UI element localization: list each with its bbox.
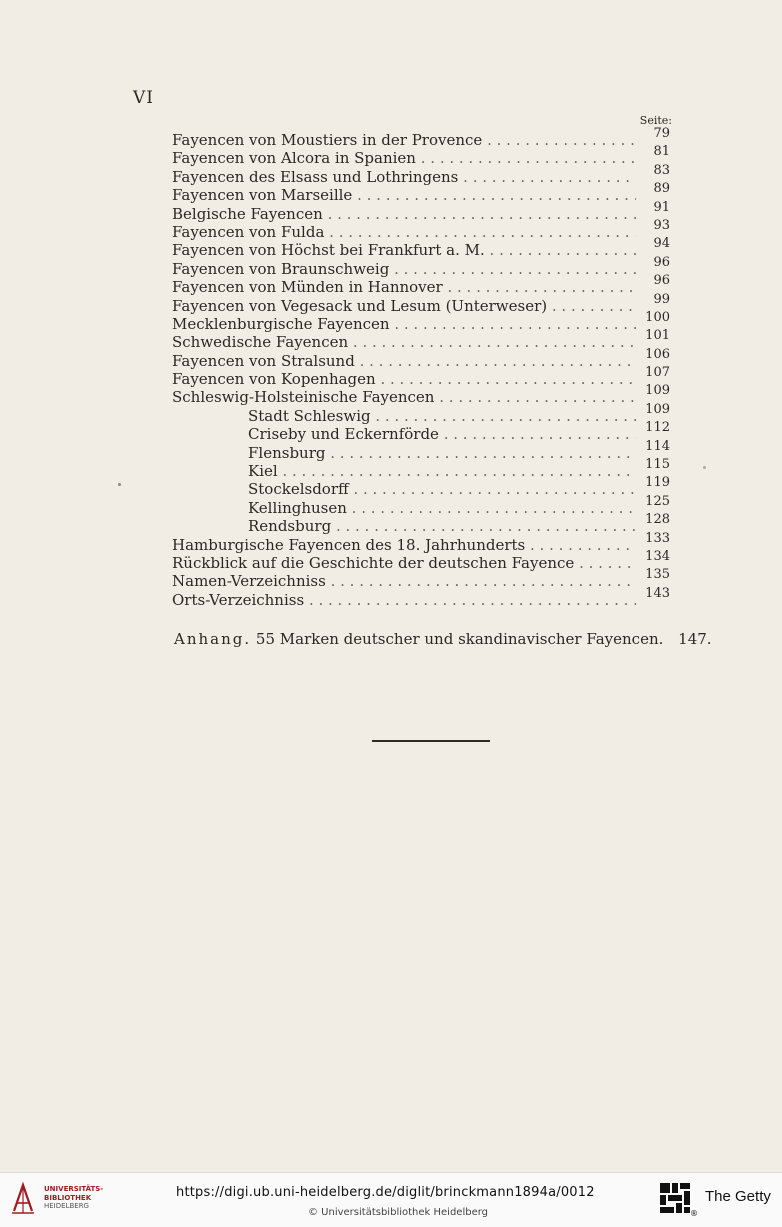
toc-entry-title: Mecklenburgische Fayencen . . .	[172, 315, 636, 333]
paper-speck	[703, 466, 706, 469]
toc-entry-title: Fayencen von Höchst bei Frankfurt a. M. . . .	[172, 241, 636, 259]
toc-entry-page: 81	[653, 144, 670, 160]
toc-entry-page: 91	[653, 199, 670, 215]
toc-entry	[172, 181, 680, 205]
toc-entry-title: Fayencen von Fulda . . .	[172, 223, 636, 241]
toc-entry-title: Fayencen von Stralsund . . .	[172, 352, 636, 370]
paper-speck	[118, 483, 121, 486]
toc-entry	[172, 530, 680, 554]
toc-entry	[172, 420, 680, 444]
toc-entry-title: Stadt Schleswig . . .	[172, 407, 636, 425]
toc-entry-page: 83	[653, 162, 670, 178]
page-number: VI	[133, 88, 154, 108]
university-library-logo-icon[interactable]	[10, 1181, 36, 1217]
toc-entry-title: Fayencen von Vegesack und Lesum (Unterweser) . . .	[172, 297, 636, 315]
toc-entry-title: Fayencen von Moustiers in der Provence . . .	[172, 131, 636, 149]
toc-entry-page: 96	[653, 254, 670, 270]
toc-entry-title: Fayencen von Münden in Hannover . . .	[172, 278, 636, 296]
toc-entry	[172, 401, 680, 425]
toc-entry-title: Stockelsdorff . . .	[172, 480, 636, 498]
toc-entry	[172, 254, 680, 278]
toc-entry	[172, 493, 680, 517]
toc-entry-title: Fayencen von Marseille . . .	[172, 186, 636, 204]
seite-column-label: Seite:	[639, 114, 672, 127]
appendix-page: 147.	[678, 630, 712, 648]
toc-entry-title: Fayencen von Kopenhagen . . .	[172, 370, 636, 388]
toc-entry	[172, 346, 680, 370]
library-name-line: UNIVERSITÄTS-	[44, 1185, 104, 1193]
toc-entry-page: 109	[645, 383, 670, 399]
toc-entry	[172, 457, 680, 481]
toc-entry-title: Rendsburg . . .	[172, 517, 636, 535]
library-name-line: HEIDELBERG	[44, 1202, 89, 1210]
table-of-contents	[172, 126, 680, 609]
toc-entry-title: Criseby und Eckernförde . . .	[172, 425, 636, 443]
toc-entry-title: Namen-Verzeichniss . . .	[172, 572, 636, 590]
toc-entry	[172, 291, 680, 315]
toc-entry-title: Fayencen von Alcora in Spanien . . .	[172, 149, 636, 167]
toc-entry-page: 134	[645, 548, 670, 564]
permalink-url[interactable]: https://digi.ub.uni-heidelberg.de/diglit/brinckmann1894a/0012	[176, 1185, 595, 1200]
viewer-footer	[0, 1172, 782, 1227]
library-name[interactable]	[44, 1185, 103, 1211]
partner-name[interactable]: The Getty	[705, 1188, 771, 1205]
toc-entry-title: Orts-Verzeichniss . . .	[172, 591, 636, 609]
toc-entry-page: 94	[653, 236, 670, 252]
toc-entry	[172, 217, 680, 241]
toc-entry-title: Belgische Fayencen . . .	[172, 205, 636, 223]
toc-entry-page: 128	[645, 512, 670, 528]
toc-entry	[172, 328, 680, 352]
toc-entry-title: Hamburgische Fayencen des 18. Jahrhunderts . . .	[172, 536, 636, 554]
toc-entry	[172, 126, 680, 149]
toc-entry	[172, 383, 680, 407]
copyright-notice: © Universitätsbibliothek Heidelberg	[308, 1207, 489, 1218]
toc-entry	[172, 144, 680, 168]
toc-entry-page: 89	[653, 181, 670, 197]
toc-entry-page: 101	[645, 328, 670, 344]
toc-entry-page: 100	[645, 309, 670, 325]
toc-entry-page: 109	[645, 401, 670, 417]
toc-entry-page: 93	[653, 217, 670, 233]
toc-entry-page: 143	[645, 585, 670, 601]
toc-entry-page: 133	[645, 530, 670, 546]
getty-logo-icon[interactable]	[658, 1181, 692, 1217]
toc-entry	[172, 585, 680, 609]
registered-mark: ®	[690, 1209, 698, 1218]
appendix-line	[174, 630, 712, 648]
toc-entry-title: Kellinghusen . . .	[172, 499, 636, 517]
toc-entry-page: 119	[645, 475, 670, 491]
toc-entry	[172, 438, 680, 462]
toc-entry	[172, 162, 680, 186]
toc-entry-page: 96	[653, 273, 670, 289]
toc-entry-title: Fayencen von Braunschweig . . .	[172, 260, 636, 278]
toc-entry	[172, 273, 680, 297]
toc-entry-title: Schleswig-Holsteinische Fayencen . . .	[172, 388, 636, 406]
toc-entry-page: 112	[645, 420, 670, 436]
toc-entry-title: Schwedische Fayencen . . .	[172, 333, 636, 351]
toc-entry-page: 115	[645, 457, 670, 473]
toc-entry-page: 114	[645, 438, 670, 454]
toc-entry	[172, 365, 680, 389]
toc-entry	[172, 567, 680, 591]
toc-entry	[172, 199, 680, 223]
closing-rule	[372, 740, 490, 742]
library-name-line: BIBLIOTHEK	[44, 1193, 92, 1202]
toc-entry-page: 79	[653, 126, 670, 141]
toc-entry-page: 106	[645, 346, 670, 362]
appendix-text: 55 Marken deutscher und skandinavischer Fayencen.	[255, 630, 664, 648]
toc-entry	[172, 236, 680, 260]
toc-entry	[172, 548, 680, 572]
toc-entry-title: Fayencen des Elsass und Lothringens . . .	[172, 168, 636, 186]
toc-entry-title: Kiel . . .	[172, 462, 636, 480]
toc-entry-page: 125	[645, 493, 670, 509]
toc-entry	[172, 512, 680, 536]
toc-entry-title: Flensburg . . .	[172, 444, 636, 462]
toc-entry-page: 107	[645, 365, 670, 381]
toc-entry-title: Rückblick auf die Geschichte der deutschen Fayence . . .	[172, 554, 636, 572]
toc-entry	[172, 309, 680, 333]
appendix-label: Anhang.	[174, 630, 252, 648]
toc-entry-page: 99	[653, 291, 670, 307]
toc-entry	[172, 475, 680, 499]
toc-entry-page: 135	[645, 567, 670, 583]
